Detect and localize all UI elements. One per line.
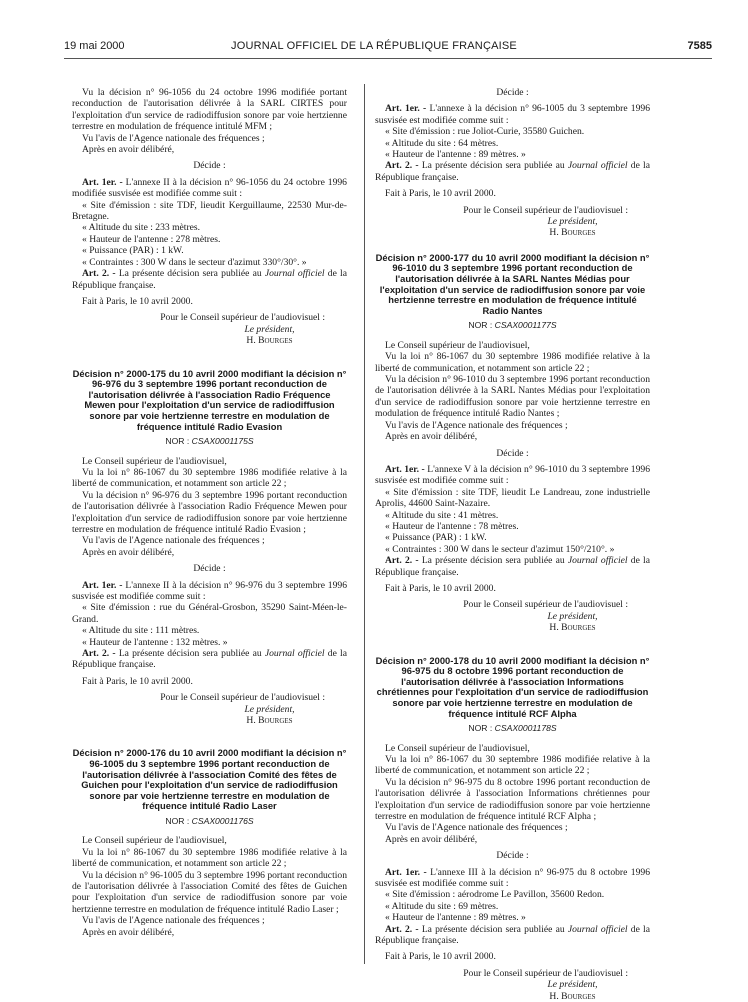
decision-title: Décision n° 2000-178 du 10 avril 2000 modifiant la décision n° 96-975 du 8 octobre 1996 portant reconduction de l'autorisation délivrée à l'association Informations chrétiennes pour l'exploitation d'un service de radiodiffusion sonore par voie hertzienne terrestre en modulation de fréquence intitulé RCF Alpha — [375, 654, 650, 719]
journal-ref: Journal officiel — [567, 160, 628, 172]
decide-heading: Décide : — [193, 160, 226, 172]
altitude-line: « Altitude du site : 41 mètres. — [385, 509, 499, 521]
paragraph: Après en avoir délibéré, — [385, 833, 478, 845]
journal-ref: Journal officiel — [264, 268, 325, 280]
decide-heading: Décide : — [193, 563, 226, 575]
header-date: 19 mai 2000 — [64, 40, 125, 52]
nor-reference — [72, 816, 347, 827]
article-text: La présente décision sera publiée au — [118, 268, 262, 280]
paragraph: Vu la décision n° 96-975 du 8 octobre 1996 portant reconduction de l'autorisation délivrée à l'association Informations chrétiennes pour l'exploitation d'un service de radiodiffusion sonore par voie hertzienne terrestre en modulation de fréquence intitulé RCF Alpha ; — [375, 776, 650, 822]
article-text: L'annexe II à la décision n° 96-1056 du 24 octobre 1996 modifiée susvisée est modifiée comme suit : — [72, 176, 347, 200]
decide-heading: Décide : — [496, 87, 529, 98]
signature-intro: Pour le Conseil supérieur de l'audiovisuel : — [160, 692, 325, 704]
nor-reference — [375, 723, 650, 734]
journal-title: JOURNAL OFFICIEL DE LA RÉPUBLIQUE FRANÇAISE — [231, 40, 517, 52]
article-label: Art. 1er. - — [385, 103, 427, 115]
signature-intro: Pour le Conseil supérieur de l'audiovisuel : — [160, 312, 325, 324]
paragraph: Vu l'avis de l'Agence nationale des fréquences ; — [385, 419, 568, 431]
article-text: L'annexe II à la décision n° 96-976 du 3 septembre 1996 susvisée est modifiée comme suit : — [72, 579, 347, 602]
article-text: de la République française. — [375, 555, 650, 578]
article-1 — [375, 103, 650, 126]
page-number: 7585 — [687, 40, 712, 52]
article-label: Art. 2. - — [385, 555, 419, 567]
paragraph: Vu la décision n° 96-976 du 3 septembre 1996 portant reconduction de l'autorisation délivrée à l'association Radio Fréquence Mewen pour l'exploitation d'un service de radiodiffusion sonore par voie hertzienne terrestre en modulation de fréquence intitulé Radio Evasion ; — [72, 489, 347, 535]
signature-title: Le président, — [547, 610, 598, 622]
decide-heading: Décide : — [496, 850, 529, 862]
paragraph: Le Conseil supérieur de l'audiovisuel, — [385, 339, 530, 351]
nor-code: CSAX0001178S — [494, 723, 557, 734]
article-label: Art. 1er. - — [385, 866, 427, 878]
hauteur-line: « Hauteur de l'antenne : 278 mètres. — [82, 233, 221, 245]
article-text: L'annexe III à la décision n° 96-975 du 8 octobre 1996 susvisée est modifiée comme suit : — [375, 866, 650, 890]
nor-label: NOR : — [468, 320, 493, 331]
paragraph: Après en avoir délibéré, — [82, 926, 175, 938]
article-text: de la République française. — [375, 923, 650, 947]
article-label: Art. 2. - — [82, 648, 116, 659]
decision-title: Décision n° 2000-176 du 10 avril 2000 modifiant la décision n° 96-1005 du 3 septembre 1996 portant reconduction de l'autorisation délivrée à l'association Comité des fêtes de Guichen pour l'exploitation d'un service de radiodiffusion sonore par voie hertzienne terrestre en modulation de fréquence intitulé Radio Laser — [72, 747, 347, 812]
fait-line: Fait à Paris, le 10 avril 2000. — [82, 675, 193, 687]
paragraph: Vu l'avis de l'Agence nationale des fréquences ; — [82, 535, 265, 547]
hauteur-line: « Hauteur de l'antenne : 78 mètres. — [385, 520, 519, 532]
article-2 — [72, 648, 347, 671]
article-text: L'annexe à la décision n° 96-1005 du 3 septembre 1996 susvisée est modifiée comme suit : — [375, 103, 650, 126]
paragraph: Après en avoir délibéré, — [385, 431, 478, 443]
signature-name: H. Bourges — [246, 335, 293, 347]
article-1 — [72, 580, 347, 603]
signature-name: H. Bourges — [549, 227, 596, 239]
paragraph: Après en avoir délibéré, — [82, 546, 175, 558]
article-text: La présente décision sera publiée au — [118, 648, 262, 659]
article-text: de la République française. — [375, 160, 650, 183]
signature-title: Le président, — [547, 979, 598, 991]
contraintes-line: « Contraintes : 300 W dans le secteur d'azimut 330°/30°. » — [82, 256, 307, 268]
hauteur-line: « Hauteur de l'antenne : 89 mètres. » — [385, 149, 526, 161]
signature-title: Le président, — [547, 216, 598, 228]
article-2 — [375, 924, 650, 947]
article-label: Art. 2. - — [385, 160, 419, 172]
journal-ref: Journal officiel — [567, 555, 628, 567]
paragraph: Vu la loi n° 86-1067 du 30 septembre 1986 modifiée relative à la liberté de communication, et notamment son article 22 ; — [72, 846, 347, 870]
altitude-line: « Altitude du site : 64 mètres. — [385, 137, 499, 149]
article-label: Art. 1er. - — [82, 579, 123, 591]
paragraph: Le Conseil supérieur de l'audiovisuel, — [385, 742, 530, 754]
signature-title: Le président, — [244, 323, 295, 335]
decision-title: Décision n° 2000-175 du 10 avril 2000 modifiant la décision n° 96-976 du 3 septembre 1996 portant reconduction de l'autorisation délivrée à l'association Radio Fréquence Mewen pour l'exploitation d'un service de radiodiffusion sonore par voie hertzienne terrestre en modulation de fréquence intitulé Radio Evasion — [72, 367, 347, 432]
paragraph: Vu la loi n° 86-1067 du 30 septembre 1986 modifiée relative à la liberté de communication, et notamment son article 22 ; — [375, 753, 650, 777]
article-1 — [375, 464, 650, 487]
left-column — [72, 87, 347, 938]
article-text: La présente décision sera publiée au — [421, 923, 565, 935]
article-text: La présente décision sera publiée au — [421, 160, 565, 172]
article-label: Art. 1er. - — [82, 176, 123, 188]
paragraph: Le Conseil supérieur de l'audiovisuel, — [82, 835, 227, 847]
column-divider — [364, 84, 365, 964]
fait-line: Fait à Paris, le 10 avril 2000. — [385, 582, 496, 594]
article-label: Art. 2. - — [82, 268, 116, 280]
article-text: L'annexe V à la décision n° 96-1010 du 3 septembre 1996 susvisée est modifiée comme suit : — [375, 463, 650, 487]
signature-intro: Pour le Conseil supérieur de l'audiovisuel : — [463, 599, 628, 611]
journal-ref: Journal officiel — [567, 923, 628, 935]
right-column — [375, 87, 650, 1002]
hauteur-line: « Hauteur de l'antenne : 89 mètres. » — [385, 912, 526, 924]
site-line: « Site d'émission : aérodrome Le Pavillon, 35600 Redon. — [385, 889, 605, 901]
article-label: Art. 2. - — [385, 923, 419, 935]
site-line: « Site d'émission : site TDF, lieudit Le Landreau, zone industrielle Aprolis, 44600 Saint-Nazaire. — [375, 486, 650, 510]
paragraph: Vu la décision n° 96-1056 du 24 octobre 1996 modifiée portant reconduction de l'autorisation délivrée à la SARL CIRTES pour l'exploitation d'un service de radiodiffusion sonore par voie hertzienne terrestre en modulation de fréquence intitulé MFM ; — [72, 87, 347, 133]
fait-line: Fait à Paris, le 10 avril 2000. — [385, 951, 496, 963]
altitude-line: « Altitude du site : 233 mètres. — [82, 222, 201, 234]
nor-reference — [72, 436, 347, 447]
hauteur-line: « Hauteur de l'antenne : 132 mètres. » — [82, 636, 228, 648]
signature-name: H. Bourges — [549, 622, 596, 634]
site-line: « Site d'émission : site TDF, lieudit Kerguillaume, 22530 Mur-de-Bretagne. — [72, 199, 347, 223]
fait-line: Fait à Paris, le 10 avril 2000. — [385, 188, 496, 200]
signature-name: H. Bourges — [246, 715, 293, 727]
article-2 — [375, 555, 650, 578]
signature-name: H. Bourges — [549, 990, 596, 1002]
nor-code: CSAX0001176S — [191, 816, 254, 826]
nor-reference — [375, 320, 650, 331]
paragraph: Vu l'avis de l'Agence nationale des fréquences ; — [82, 915, 265, 927]
article-2 — [375, 160, 650, 183]
header-rule — [64, 58, 712, 59]
nor-label: NOR : — [165, 436, 190, 447]
paragraph: Vu la loi n° 86-1067 du 30 septembre 1986 modifiée relative à la liberté de communication, et notamment son article 22 ; — [375, 351, 650, 374]
paragraph: Vu l'avis de l'Agence nationale des fréquences ; — [385, 822, 568, 834]
altitude-line: « Altitude du site : 69 mètres. — [385, 900, 499, 912]
fait-line: Fait à Paris, le 10 avril 2000. — [82, 295, 193, 307]
nor-label: NOR : — [468, 723, 493, 734]
signature-intro: Pour le Conseil supérieur de l'audiovisuel : — [463, 967, 628, 979]
site-line: « Site d'émission : rue Joliot-Curie, 35580 Guichen. — [385, 126, 585, 138]
journal-ref: Journal officiel — [264, 648, 325, 659]
decision-title: Décision n° 2000-177 du 10 avril 2000 modifiant la décision n° 96-1010 du 3 septembre 1996 portant reconduction de l'autorisation délivrée à la SARL Nantes Médias pour l'exploitation d'un service de radiodiffusion sonore par voie hertzienne terrestre en modulation de fréquence intitulé Radio Nantes — [375, 251, 650, 316]
article-text: de la République française. — [72, 648, 347, 671]
altitude-line: « Altitude du site : 111 mètres. — [82, 625, 200, 637]
article-1 — [375, 867, 650, 890]
site-line: « Site d'émission : rue du Général-Grosbon, 35290 Saint-Méen-le-Grand. — [72, 602, 347, 625]
article-text: de la République française. — [72, 268, 347, 291]
article-1 — [72, 177, 347, 200]
paragraph: Vu la décision n° 96-1010 du 3 septembre 1996 portant reconduction de l'autorisation délivrée à la SARL Nantes Médias pour l'exploitation d'un service de radiodiffusion sonore par voie hertzienne terrestre en modulation de fréquence intitulé Radio Nantes ; — [375, 374, 650, 420]
decide-heading: Décide : — [496, 447, 529, 459]
puissance-line: « Puissance (PAR) : 1 kW. — [385, 532, 487, 544]
paragraph: Vu la décision n° 96-1005 du 3 septembre 1996 portant reconduction de l'autorisation délivrée à l'association Comité des fêtes de Guichen pour l'exploitation d'un service de radiodiffusion sonore par voie hertzienne terrestre en modulation de fréquence intitulé Radio Laser ; — [72, 869, 347, 915]
signature-title: Le président, — [244, 703, 295, 715]
nor-label: NOR : — [165, 816, 190, 826]
contraintes-line: « Contraintes : 300 W dans le secteur d'azimut 150°/210°. » — [385, 543, 615, 555]
paragraph: Le Conseil supérieur de l'audiovisuel, — [82, 455, 227, 467]
nor-code: CSAX0001177S — [494, 320, 557, 331]
article-2 — [72, 268, 347, 291]
signature-intro: Pour le Conseil supérieur de l'audiovisuel : — [463, 204, 628, 216]
article-text: La présente décision sera publiée au — [421, 555, 565, 567]
paragraph: Vu l'avis de l'Agence nationale des fréquences ; — [82, 132, 265, 144]
paragraph: Après en avoir délibéré, — [82, 144, 175, 156]
nor-code: CSAX0001175S — [191, 436, 254, 447]
paragraph: Vu la loi n° 86-1067 du 30 septembre 1986 modifiée relative à la liberté de communication, et notamment son article 22 ; — [72, 466, 347, 490]
article-label: Art. 1er. - — [385, 463, 425, 475]
puissance-line: « Puissance (PAR) : 1 kW. — [82, 245, 184, 257]
